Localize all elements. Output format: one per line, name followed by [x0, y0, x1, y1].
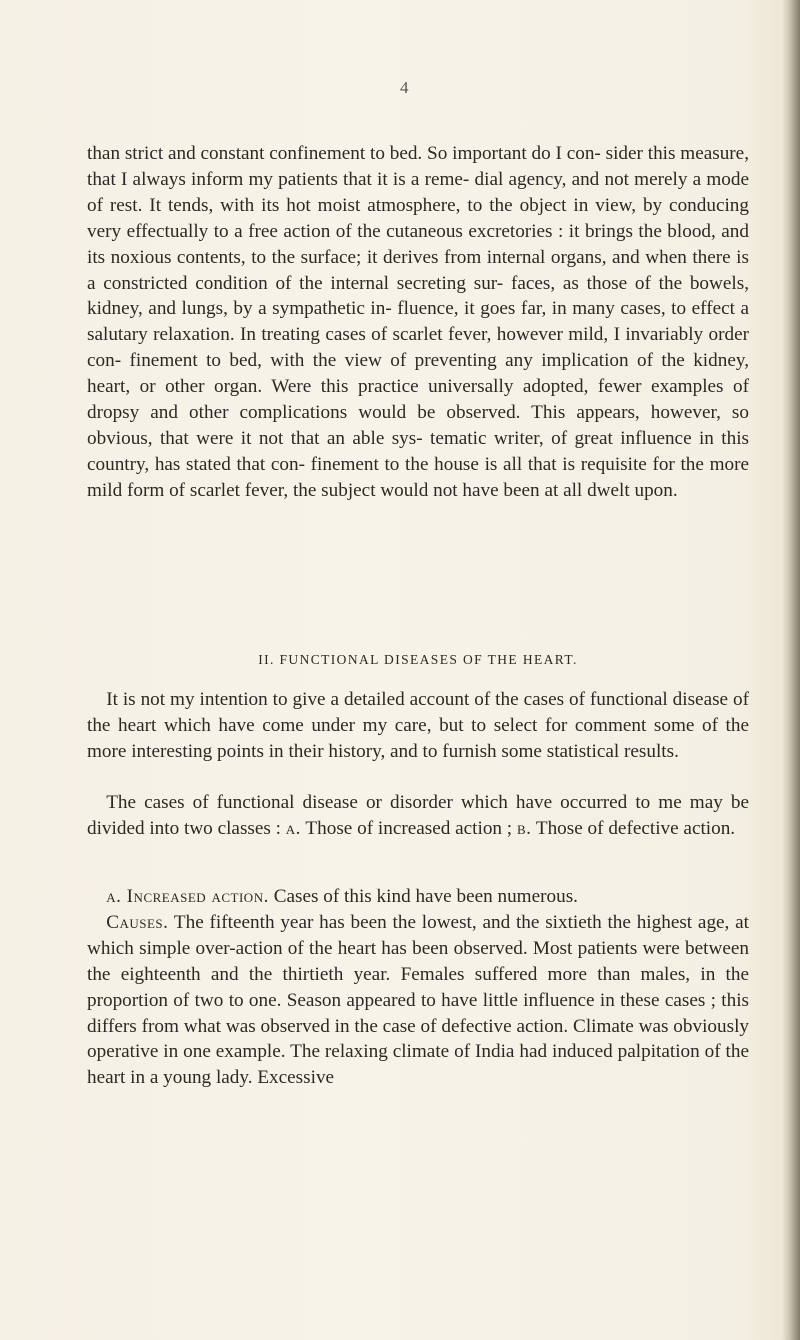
- paragraph-classes-text: The cases of functional disease or disorder which have occurred to me may be divided into two classes :: [87, 792, 749, 839]
- paragraph-confinement: than strict and constant confinement to bed. So important do I con- sider this measure, that I always inform my patients that it is a reme- dial agency, and not merely a mode of rest. It tends, with its hot moist atmosphere, to the object in view, by conducing very effectually to a free action of the cutaneous excretories : it brings the blood, and its noxious contents, to the surface; it derives from internal organs, and when there is a constricted condition of the internal secreting sur- faces, as those of the bowels, kidney, and lungs, by a sympathetic in- fluence, it goes far, in many cases, to effect a salutary relaxation. In treating cases of scarlet fever, however mild, I invariably order con- finement to bed, with the view of preventing any implication of the kidney, heart, or other organ. Were this practice universally adopted, fewer examples of dropsy and other complications would be observed. This appears, however, so obvious, that were it not that an able sys- tematic writer, of great influence in this country, has stated that con- finement to the house is all that is requisite for the more mild form of scarlet fever, the subject would not have been at all dwelt upon.: [87, 143, 749, 501]
- section-heading: II. FUNCTIONAL DISEASES OF THE HEART.: [258, 652, 578, 667]
- page-edge-shadow: [782, 0, 800, 1340]
- subsection-intro: Cases of this kind have been numerous.: [273, 886, 578, 907]
- paragraph-intention-text: It is not my intention to give a detailed account of the cases of functional disease of the heart which have come under my care, but to select for comment some of the more interesting points in their history, and to furnish some statistical results.: [87, 689, 749, 762]
- class-b-label: b.: [516, 817, 532, 839]
- class-a-text: Those of increased action ;: [305, 817, 513, 839]
- subsection-label: a. Increased action.: [106, 886, 269, 907]
- page-number: 4: [400, 78, 409, 97]
- class-b-text: Those of defective action.: [535, 817, 736, 839]
- paragraph-classes: [87, 790, 749, 842]
- causes-text: The fifteenth year has been the lowest, and the sixtieth the highest age, at which simple over-action of the heart has been observed. Most patients were between the eighteenth and the thirtieth year. Females suffered more than males, in the proportion of two to one. Season appeared to have little influence in these cases ; this differs from what was observed in the case of defective action. Climate was obviously operative in one example. The relaxing climate of India had induced palpitation of the heart in a young lady. Excessive: [87, 911, 749, 1089]
- paragraph-increased-action: [87, 884, 749, 1091]
- causes-label: Causes.: [106, 911, 169, 933]
- class-a-label: a.: [285, 817, 301, 839]
- paragraph-intention: [87, 687, 749, 765]
